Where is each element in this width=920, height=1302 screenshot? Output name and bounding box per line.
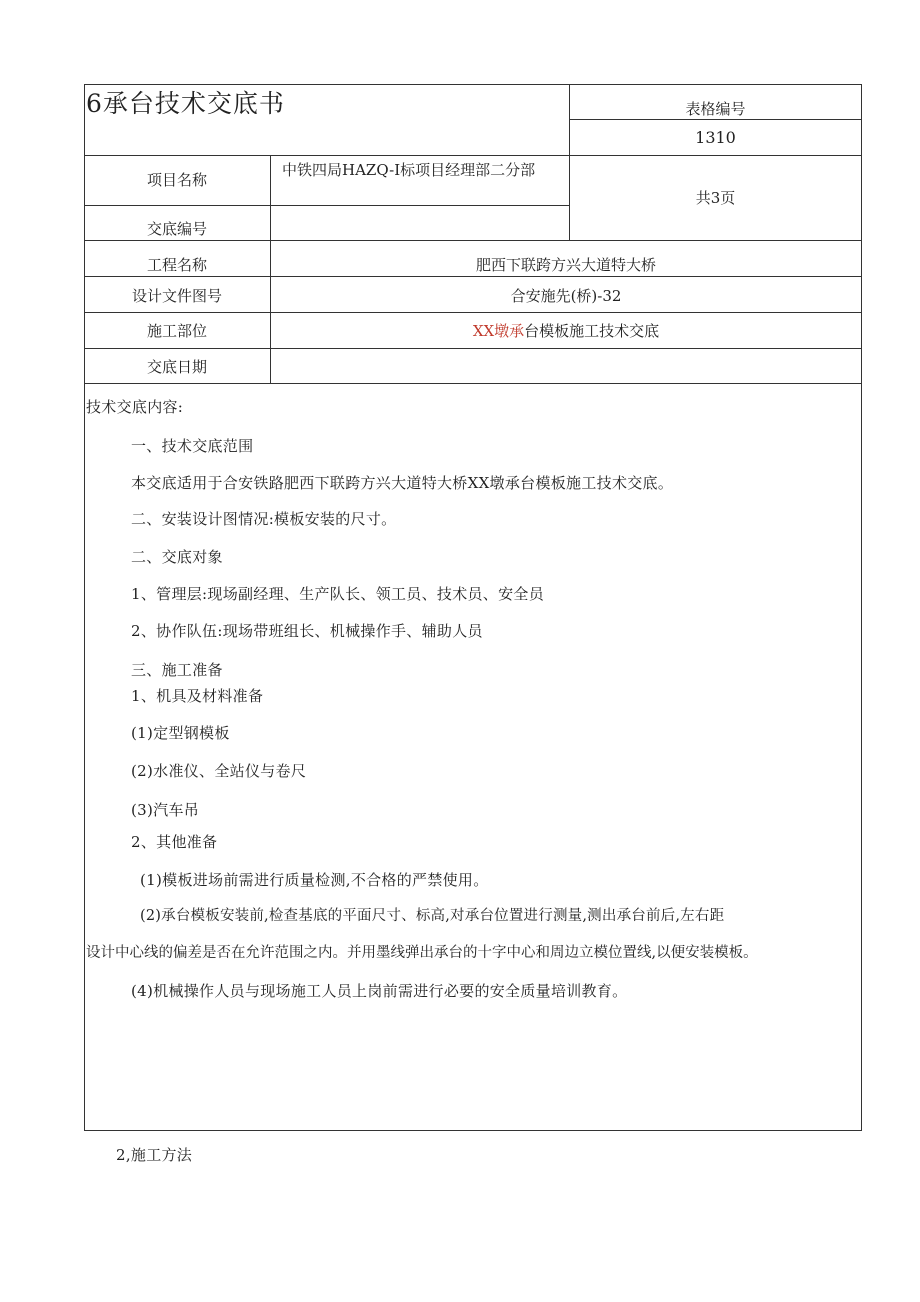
content-line: 2、其他准备 <box>131 833 218 851</box>
content-line: 2、协作队伍:现场带班组长、机械操作手、辅助人员 <box>131 622 483 640</box>
grid-line <box>84 155 862 156</box>
form-number-label: 表格编号 <box>685 100 746 118</box>
grid-line <box>84 276 862 277</box>
disclosure-no-label: 交底编号 <box>146 220 207 238</box>
total-pages: 共3页 <box>695 189 736 207</box>
content-line: 1、管理层:现场副经理、生产队长、领工员、技术员、安全员 <box>131 585 544 603</box>
engineering-name-value: 肥西下联跨方兴大道特大桥 <box>475 256 656 274</box>
grid-line <box>84 348 862 349</box>
form-number-value: 1310 <box>695 128 736 147</box>
grid-line <box>84 240 862 241</box>
construction-part-highlight: XX墩承 <box>472 322 525 340</box>
grid-line <box>84 312 862 313</box>
page-title: 6承台技术交底书 <box>86 89 285 118</box>
content-line: 二、安装设计图情况:模板安装的尺寸。 <box>131 510 397 528</box>
project-name-label: 项目名称 <box>146 171 207 189</box>
engineering-name-label: 工程名称 <box>146 256 207 274</box>
content-line: 本交底适用于合安铁路肥西下联跨方兴大道特大桥XX墩承台模板施工技术交底。 <box>131 474 674 492</box>
design-doc-label: 设计文件图号 <box>131 287 222 305</box>
grid-line <box>569 119 862 120</box>
content-heading: 技术交底内容: <box>86 398 184 416</box>
project-name-value: 中铁四局HAZQ-I标项目经理部二分部 <box>282 161 536 179</box>
content-line: 二、交底对象 <box>131 548 223 566</box>
content-line: 一、技术交底范围 <box>131 437 254 455</box>
content-line: (1)模板进场前需进行质量检测,不合格的严禁使用。 <box>140 871 489 889</box>
content-line: (3)汽车吊 <box>131 801 200 819</box>
content-line: (4)机械操作人员与现场施工人员上岗前需进行必要的安全质量培训教育。 <box>131 982 628 1000</box>
construction-part-value <box>270 322 862 340</box>
content-line: 1、机具及材料准备 <box>131 687 264 705</box>
construction-part-label: 施工部位 <box>146 322 207 340</box>
date-label: 交底日期 <box>146 358 207 376</box>
content-line: 三、施工准备 <box>131 661 223 679</box>
content-line: 设计中心线的偏差是否在允许范围之内。并用墨线弹出承台的十字中心和周边立模位置线,以便安装模板。 <box>86 945 758 961</box>
content-line: (1)定型钢模板 <box>131 724 230 742</box>
grid-line <box>84 383 862 384</box>
construction-part-text: 台模板施工技术交底 <box>524 322 660 340</box>
disclosure-form-table <box>84 84 862 1131</box>
section-heading: 2,施工方法 <box>116 1146 193 1164</box>
content-line: (2)水准仪、全站仪与卷尺 <box>131 762 307 780</box>
grid-line <box>84 205 569 206</box>
design-doc-value: 合安施先(桥)-32 <box>510 287 622 305</box>
content-line: (2)承台模板安装前,检查基底的平面尺寸、标高,对承台位置进行测量,测出承台前后,左右距 <box>140 908 725 924</box>
